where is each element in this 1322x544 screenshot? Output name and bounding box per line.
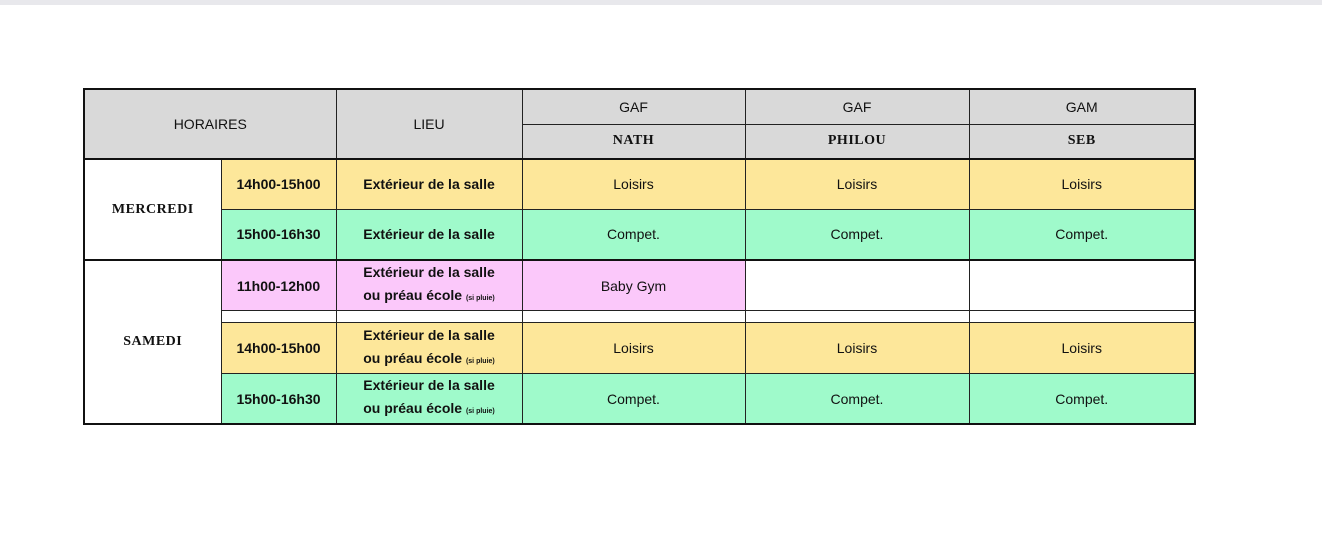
activity-cell <box>745 260 969 311</box>
header-row-groups <box>84 89 1195 124</box>
table-row <box>84 209 1195 260</box>
time-cell: 14h00-15h00 <box>221 159 336 209</box>
lieu-cell <box>336 260 522 311</box>
coach-header-3: SEB <box>969 124 1195 159</box>
lieu-header: LIEU <box>336 89 522 159</box>
lieu-cell <box>336 323 522 374</box>
activity-cell: Loisirs <box>969 159 1195 209</box>
coach-header-1: NATH <box>522 124 745 159</box>
divider-cell <box>745 311 969 323</box>
activity-cell: Compet. <box>522 209 745 260</box>
time-cell: 15h00-16h30 <box>221 209 336 260</box>
top-edge <box>0 0 1322 5</box>
group-header-3: GAM <box>969 89 1195 124</box>
lieu-line-2-text: ou préau école <box>363 349 463 366</box>
divider-cell <box>522 311 745 323</box>
lieu-line-2-text: ou préau école <box>363 287 463 303</box>
lieu-line-1: Extérieur de la salle <box>363 326 495 343</box>
table-row <box>84 323 1195 374</box>
activity-cell: Loisirs <box>522 159 745 209</box>
activity-cell: Loisirs <box>745 159 969 209</box>
table-row <box>84 159 1195 209</box>
divider-cell <box>336 311 522 323</box>
activity-cell <box>969 260 1195 311</box>
time-cell: 11h00-12h00 <box>221 260 336 311</box>
lieu-line-2 <box>337 397 522 423</box>
activity-cell: Loisirs <box>969 323 1195 374</box>
lieu-line-1: Extérieur de la salle <box>363 377 495 393</box>
group-header-2: GAF <box>745 89 969 124</box>
divider-cell <box>221 311 336 323</box>
divider-cell <box>969 311 1195 323</box>
day-samedi: SAMEDI <box>84 260 221 424</box>
lieu-line-2 <box>337 347 522 373</box>
activity-cell: Loisirs <box>522 323 745 374</box>
lieu-note: (si pluie) <box>465 295 495 302</box>
lieu-note: (si pluie) <box>465 357 495 365</box>
time-cell: 14h00-15h00 <box>221 323 336 374</box>
lieu-line-2-text: ou préau école <box>363 400 463 416</box>
table-row <box>84 260 1195 311</box>
lieu-line-2 <box>337 284 522 310</box>
table-row <box>84 374 1195 425</box>
divider-row <box>84 311 1195 323</box>
coach-header-2: PHILOU <box>745 124 969 159</box>
day-mercredi: MERCREDI <box>84 159 221 260</box>
activity-cell: Loisirs <box>745 323 969 374</box>
lieu-line-1: Extérieur de la salle <box>363 264 495 280</box>
lieu-cell: Extérieur de la salle <box>336 209 522 260</box>
time-cell: 15h00-16h30 <box>221 374 336 425</box>
group-header-1: GAF <box>522 89 745 124</box>
activity-cell: Compet. <box>522 374 745 425</box>
schedule-table <box>83 88 1196 425</box>
activity-cell: Baby Gym <box>522 260 745 311</box>
lieu-note: (si pluie) <box>465 408 495 415</box>
lieu-cell: Extérieur de la salle <box>336 159 522 209</box>
activity-cell: Compet. <box>745 209 969 260</box>
activity-cell: Compet. <box>969 209 1195 260</box>
activity-cell: Compet. <box>745 374 969 425</box>
lieu-cell <box>336 374 522 425</box>
horaires-header: HORAIRES <box>84 89 336 159</box>
activity-cell: Compet. <box>969 374 1195 425</box>
